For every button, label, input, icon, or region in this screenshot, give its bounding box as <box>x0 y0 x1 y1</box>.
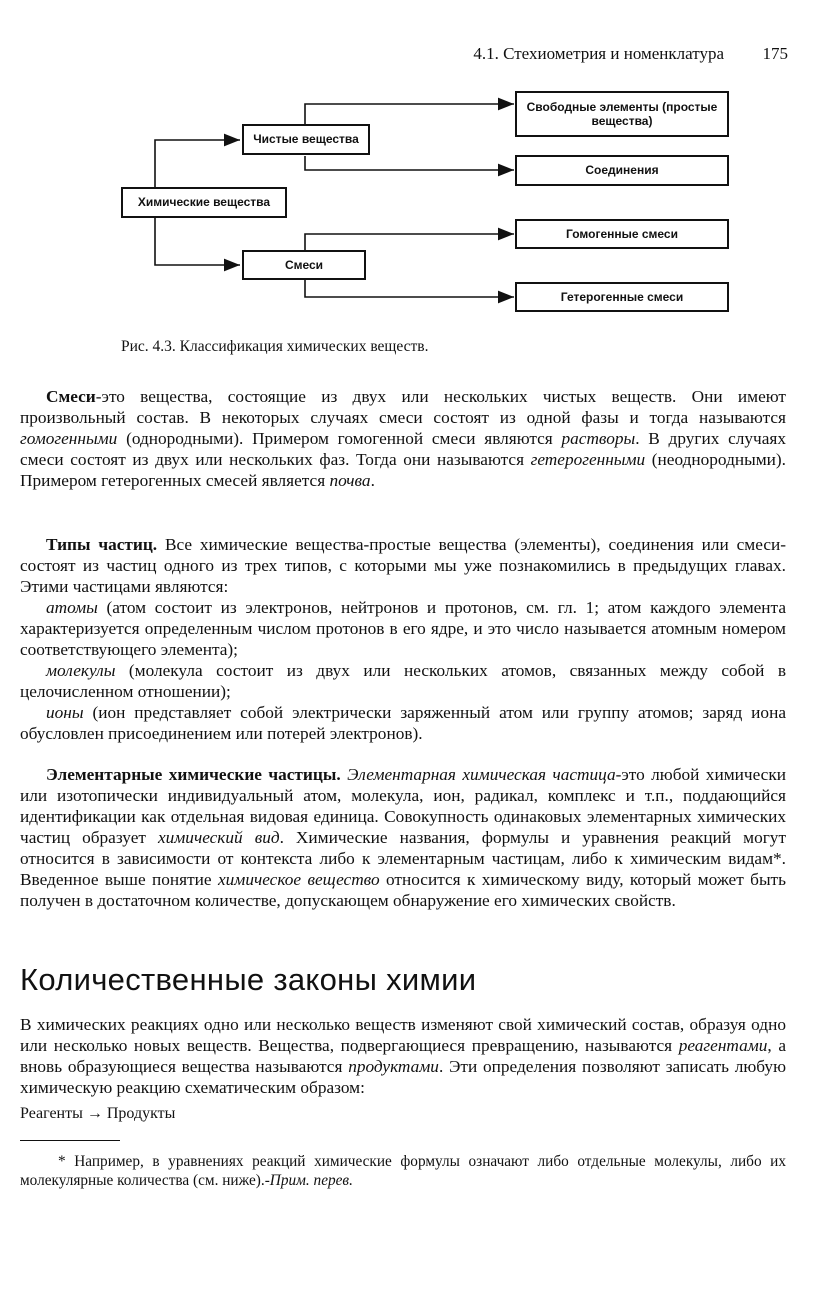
footnote-divider <box>20 1140 120 1141</box>
connector-root-mix <box>155 218 240 265</box>
section-heading: Количественные законы химии <box>20 962 477 997</box>
node-mixtures: Смеси <box>242 250 366 280</box>
running-title: 4.1. Стехиометрия и номенклатура <box>473 44 724 63</box>
text-run: -это вещества, состоящие из двух или нескольких чистых веществ. Они имеют произвольный состав. В некоторых случаях смеси состоят из одной фазы и тогда называются <box>20 387 786 427</box>
text-run: (однородными). Примером гомогенной смеси являются <box>117 429 562 448</box>
node-heterogeneous-mixtures: Гетерогенные смеси <box>515 282 729 312</box>
term-products: продуктами <box>348 1057 439 1076</box>
term-soil: почва <box>329 471 371 490</box>
classification-diagram <box>0 0 835 330</box>
text-run: . В других случаях смеси состоят из двух или нескольких фаз. Тогда они называются <box>20 429 786 469</box>
text-run: . Химические названия, формулы и уравнения реакций могут относится в зависимости от контекста либо к элементарным частицам, либо к химическим видам*. Введенное выше понятие <box>20 828 787 889</box>
term-homogeneous: гомогенными <box>20 429 118 448</box>
text-run: (неоднородными). Примером гетерогенных смесей является <box>20 450 786 490</box>
term-atoms: атомы <box>46 598 98 617</box>
connector-mix-heterog <box>305 280 514 297</box>
node-chemical-substances: Химические вещества <box>121 187 287 218</box>
term-reagents: реагентами <box>678 1036 768 1055</box>
text-run: относится к химическому виду, который может быть получен в достаточном количестве, допускающем обнаружение его химических свойств. <box>20 870 786 910</box>
node-pure-substances: Чистые вещества <box>242 124 370 155</box>
reaction-scheme: Реагенты → Продукты <box>20 1105 176 1122</box>
term-solutions: растворы <box>561 429 636 448</box>
text-run: (молекула состоит из двух или нескольких атомов, связанных между собой в целочисленном отношении); <box>20 661 786 701</box>
node-simple-substances: Свободные элементы (простые вещества) <box>515 91 729 137</box>
text-run: . <box>370 471 375 490</box>
term-chemical-substance: химическое вещество <box>217 870 380 889</box>
page-number: 175 <box>762 44 788 63</box>
footnote-text: * Например, в уравнениях реакций химические формулы означают либо отдельные молекулы, либо их молекулярные количества (см. ниже).- <box>20 1153 786 1189</box>
term-chemical-species: химический вид <box>157 828 280 847</box>
term-elementary-particles: Элементарные химические частицы. <box>46 765 341 784</box>
connector-pure-compound <box>305 156 514 170</box>
paragraph-particle-types <box>20 534 786 744</box>
node-homogeneous-mixtures: Гомогенные смеси <box>515 219 729 249</box>
term-heterogeneous: гетерогенными <box>530 450 646 469</box>
footnote-note: Прим. перев. <box>269 1172 353 1189</box>
paragraph-elementary-particles <box>20 764 786 911</box>
text-run: (атом состоит из электронов, нейтронов и протонов, см. гл. 1; атом каждого элемента характеризуется определенным числом протонов в его ядре, и это число называется атомным номером соответствующего элемента); <box>20 598 786 659</box>
term-ions: ионы <box>46 703 84 722</box>
term-mixtures: Смеси <box>46 387 96 406</box>
paragraph-reactions <box>20 1014 786 1098</box>
connector-root-pure <box>155 140 240 187</box>
term-molecules: молекулы <box>46 661 116 680</box>
footnote <box>20 1152 786 1190</box>
text-run: , а вновь образующиеся вещества называются <box>20 1036 786 1076</box>
text-run: . Эти определения позволяют записать любую химическую реакцию схематическим образом: <box>20 1057 786 1097</box>
connector-pure-simple <box>305 104 514 124</box>
text-run: В химических реакциях одно или несколько веществ изменяют свой химический состав, образуя одно или несколько новых веществ. Вещества, подвергающиеся превращению, называются <box>20 1015 786 1055</box>
figure-caption: Рис. 4.3. Классификация химических веществ. <box>121 338 429 355</box>
term-elementary-particle-def: Элементарная химическая частица <box>347 765 616 784</box>
node-compounds: Соединения <box>515 155 729 186</box>
text-run: -это любой химически или изотопически индивидуальный атом, молекула, ион, радикал, комплекс и т.п., поддающийся идентификации как отдельная видовая единица. Совокупность одинаковых элементарных химических частиц образует <box>20 765 786 847</box>
text-run: (ион представляет собой электрически заряженный атом или группу атомов; заряд иона обусловлен присоединением или потерей электронов). <box>20 703 786 743</box>
text-run: Все химические вещества-простые вещества (элементы), соединения или смеси-состоят из частиц одного из трех типов, с которыми мы уже познакомились в предыдущих главах. Этими частицами являются: <box>20 535 786 596</box>
term-particle-types: Типы частиц. <box>46 535 158 554</box>
connector-mix-homog <box>305 234 514 250</box>
paragraph-mixtures <box>20 386 786 491</box>
